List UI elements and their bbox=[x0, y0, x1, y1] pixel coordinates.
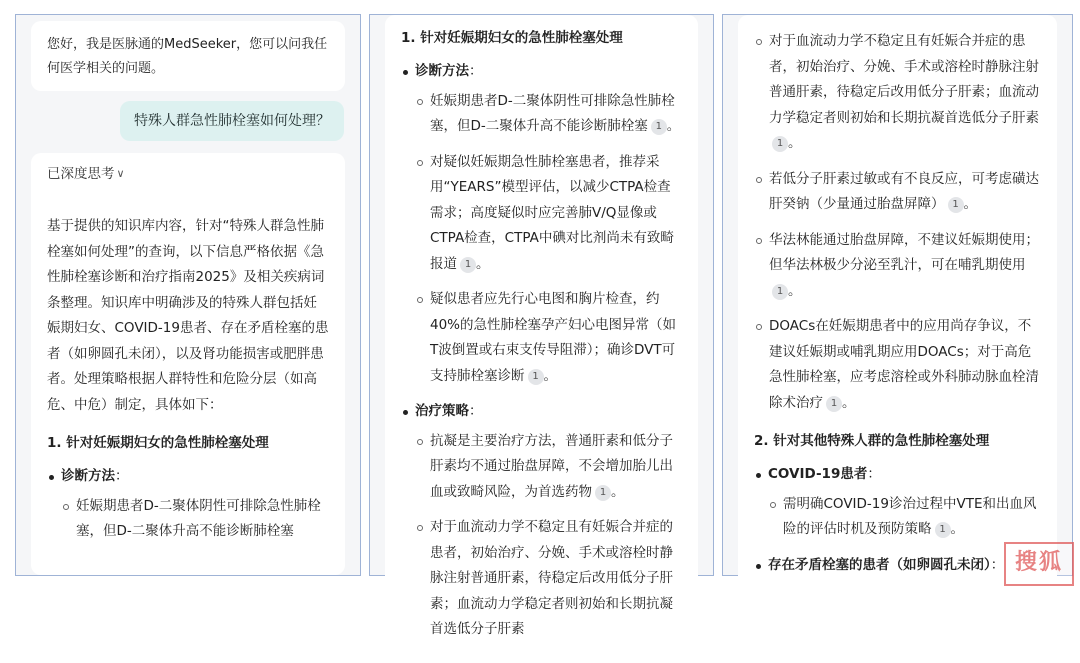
list-item: COVID-19患者： 需明确COVID-19诊治过程中VTE和出血风险的评估时机及预防策略 1 。 bbox=[754, 462, 1041, 543]
citation-badge[interactable]: 1 bbox=[772, 136, 788, 152]
citation-badge[interactable]: 1 bbox=[935, 522, 951, 538]
treatment-list bbox=[415, 429, 682, 643]
section-2-list bbox=[754, 462, 1041, 578]
list-item: 对疑似妊娠期急性肺栓塞患者，推荐采用“YEARS”模型评估，以减少CTPA检查需求；高度疑似时应完善肺V/Q显像或CTPA检查，CTPA中碘对比剂尚未有致畸报道 1 。 bbox=[415, 150, 682, 278]
section-1-title: 1. 针对妊娠期妇女的急性肺栓塞处理 bbox=[47, 435, 269, 451]
deep-think-label: 已深度思考 bbox=[47, 166, 115, 182]
list-item: 对于血流动力学不稳定且有妊娠合并症的患者，初始治疗、分娩、手术或溶栓时静脉注射普通肝素，待稳定后改用低分子肝素；血流动力学稳定者则初始和长期抗凝首选低分子肝素 bbox=[415, 515, 682, 643]
diagnosis-label: 诊断方法 bbox=[61, 468, 115, 484]
assistant-answer bbox=[31, 153, 345, 575]
greeting-text: 您好，我是医脉通的MedSeeker，您可以问我任何医学相关的问题。 bbox=[47, 37, 328, 76]
section-1-list bbox=[47, 464, 329, 545]
covid-list bbox=[768, 492, 1041, 543]
treatment-list bbox=[754, 29, 1041, 416]
treatment-label: 治疗策略 bbox=[415, 403, 469, 419]
citation-badge[interactable]: 1 bbox=[826, 396, 842, 412]
assistant-greeting bbox=[31, 21, 345, 91]
diagnosis-list bbox=[61, 494, 329, 545]
deep-think-toggle[interactable] bbox=[47, 161, 329, 188]
covid-label: COVID-19患者 bbox=[768, 466, 868, 482]
paradox-embolism-label: 存在矛盾栓塞的患者（如卵圆孔未闭） bbox=[768, 556, 991, 573]
diagnosis-label: 诊断方法 bbox=[415, 63, 469, 79]
assistant-answer-continued bbox=[738, 15, 1057, 588]
chat-panel-2 bbox=[369, 14, 714, 637]
citation-badge[interactable]: 1 bbox=[460, 257, 476, 273]
chat-panel-1 bbox=[15, 14, 361, 576]
list-item: 疑似患者应先行心电图和胸片检查，约40%的急性肺栓塞孕产妇心电图异常（如T波倒置或右束支传导阻滞）；确诊DVT可支持肺栓塞诊断 1 。 bbox=[415, 287, 682, 389]
list-item: 华法林能通过胎盘屏障，不建议妊娠期使用；但华法林极少分泌至乳汁，可在哺乳期使用1 。 bbox=[754, 228, 1041, 305]
list-item: 妊娠期患者D-二聚体阴性可排除急性肺栓塞，但D-二聚体升高不能诊断肺栓塞 bbox=[61, 494, 329, 545]
list-item: 若低分子肝素过敏或有不良反应，可考虑磺达肝癸钠（少量通过胎盘屏障） 1 。 bbox=[754, 167, 1041, 218]
list-item: 诊断方法： 妊娠期患者D-二聚体阴性可排除急性肺栓塞，但D-二聚体升高不能诊断肺栓塞 1 。 对疑似妊娠期急性肺栓塞患者，推荐采用“YEARS”模型评估，以减少CTPA检查需求；高度疑似时应完善肺V/Q显像或CTPA检查，CTPA中碘对比剂尚未有致畸报道 1 。 疑似患者应先行心电图和胸片检查，约40%的急性肺栓塞孕产妇心电图异常（如T波倒置或右束支传导阻滞）；确诊DVT可支持肺栓塞诊断 1 。 bbox=[401, 59, 682, 389]
diagnosis-list bbox=[415, 89, 682, 390]
list-item: DOACs在妊娠期患者中的应用尚存争议，不建议妊娠期或哺乳期应用DOACs；对于高危急性肺栓塞，应考虑溶栓或外科肺动脉血栓清除术治疗 1 。 bbox=[754, 314, 1041, 416]
list-item: 需明确COVID-19诊治过程中VTE和出血风险的评估时机及预防策略 1 。 bbox=[768, 492, 1041, 543]
list-item: 抗凝是主要治疗方法，普通肝素和低分子肝素均不通过胎盘屏障，不会增加胎儿出血或致畸风险，为首选药物 1 。 bbox=[415, 429, 682, 506]
citation-badge[interactable]: 1 bbox=[528, 369, 544, 385]
assistant-answer-continued bbox=[385, 15, 698, 663]
list-item: 对于血流动力学不稳定且有妊娠合并症的患者，初始治疗、分娩、手术或溶栓时静脉注射普通肝素，待稳定后改用低分子肝素；血流动力学稳定者则初始和长期抗凝首选低分子肝素1 。 bbox=[754, 29, 1041, 157]
list-item: 妊娠期患者D-二聚体阴性可排除急性肺栓塞，但D-二聚体升高不能诊断肺栓塞 1 。 bbox=[415, 89, 682, 140]
section-1-title: 1. 针对妊娠期妇女的急性肺栓塞处理 bbox=[401, 30, 623, 46]
list-item: 治疗策略： 抗凝是主要治疗方法，普通肝素和低分子肝素均不通过胎盘屏障，不会增加胎儿出血或致畸风险，为首选药物 1 。 对于血流动力学不稳定且有妊娠合并症的患者，初始治疗、分娩、手术或溶栓时静脉注射普通肝素，待稳定后改用低分子肝素；血流动力学稳定者则初始和长期抗凝首选低分子肝素 bbox=[401, 399, 682, 643]
answer-intro: 基于提供的知识库内容，针对“特殊人群急性肺栓塞如何处理”的查询，以下信息严格依据《急性肺栓塞诊断和治疗指南2025》及相关疾病词条整理。知识库中明确涉及的特殊人群包括妊娠期妇女、COVID-19患者、存在矛盾栓塞的患者（如卵圆孔未闭），以及肾功能损害或肥胖患者。处理策略根据人群特性和危险分层（如高危、中危）制定，具体如下： bbox=[47, 218, 329, 413]
chat-panel-3 bbox=[722, 14, 1073, 576]
section-1-list bbox=[401, 59, 682, 643]
list-item: 存在矛盾栓塞的患者（如卵圆孔未闭）： bbox=[754, 553, 1041, 579]
user-question-bubble: 特殊人群急性肺栓塞如何处理？ bbox=[120, 101, 344, 141]
citation-badge[interactable]: 1 bbox=[948, 197, 964, 213]
list-item: 诊断方法： 妊娠期患者D-二聚体阴性可排除急性肺栓塞，但D-二聚体升高不能诊断肺栓塞 bbox=[47, 464, 329, 545]
user-message-row bbox=[16, 101, 344, 141]
citation-badge[interactable]: 1 bbox=[772, 284, 788, 300]
citation-badge[interactable]: 1 bbox=[651, 119, 667, 135]
section-2-title: 2. 针对其他特殊人群的急性肺栓塞处理 bbox=[754, 433, 990, 449]
citation-badge[interactable]: 1 bbox=[595, 485, 611, 501]
chevron-down-icon: ∨ bbox=[116, 167, 125, 180]
watermark-stamp: 搜狐 bbox=[1004, 542, 1074, 586]
